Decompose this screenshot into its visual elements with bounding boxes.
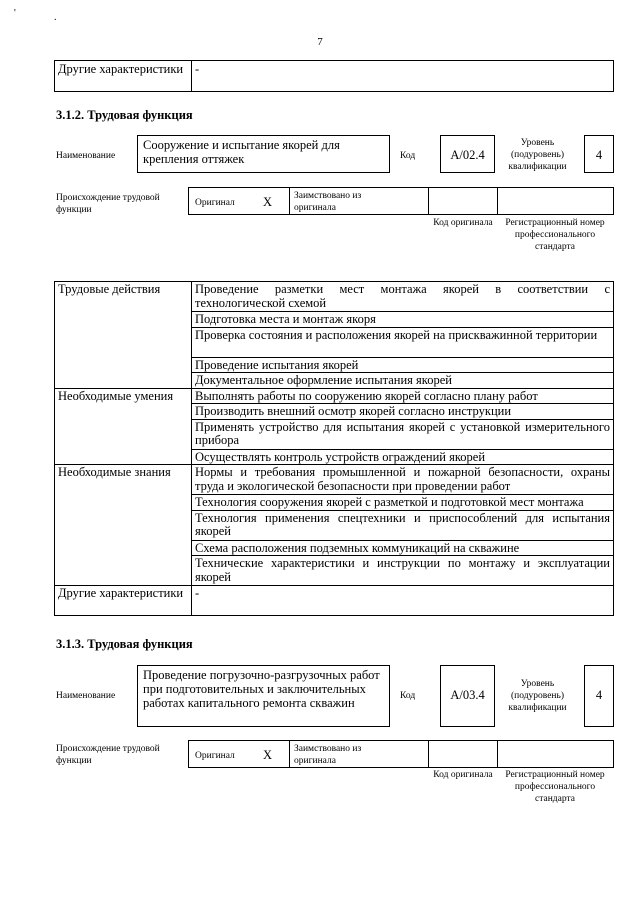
action-item: Проведение испытания якорей	[192, 357, 614, 373]
reg-number-label-312: Регистрационный номер профессионального стандарта	[505, 218, 605, 252]
divider	[428, 740, 429, 768]
divider	[428, 187, 429, 215]
code-value-312: А/02.4	[450, 148, 485, 162]
knowledge-label: Необходимые знания	[55, 465, 192, 586]
level-value-313: 4	[595, 688, 603, 702]
skill-item: Производить внешний осмотр якорей согласно инструкции	[192, 404, 614, 420]
code-value-box-312	[440, 135, 495, 173]
skill-item: Выполнять работы по сооружению якорей согласно плану работ	[192, 388, 614, 404]
corner-mark: .	[54, 12, 57, 23]
name-label-312: Наименование	[56, 151, 116, 161]
code-label-312: Код	[400, 151, 416, 161]
other-characteristics-value: -	[192, 61, 614, 92]
level-value-312: 4	[595, 148, 603, 162]
borrowed-label-313: Заимствовано из оригинала	[294, 744, 362, 766]
original-label-312: Оригинал	[195, 198, 235, 208]
code-original-label-313: Код оригинала	[433, 770, 493, 780]
skills-label: Необходимые умения	[55, 388, 192, 465]
action-item: Проверка состояния и расположения якорей на прискважинной территории	[192, 327, 614, 357]
skill-item: Применять устройство для испытания якорей с установкой измерительного прибора	[192, 419, 614, 449]
corner-mark: '	[14, 8, 16, 19]
name-label-313: Наименование	[56, 691, 116, 701]
knowledge-item: Нормы и требования промышленной и пожарной безопасности, охраны труда и экологической безопасности при проведении работ	[192, 465, 614, 495]
section-heading-313: 3.1.3. Трудовая функция	[56, 637, 193, 651]
origin-row-313	[188, 740, 614, 768]
other-characteristics-label: Другие характеристики	[55, 61, 192, 92]
divider	[289, 740, 290, 768]
name-value-312: Сооружение и испытание якорей для крепления оттяжек	[143, 138, 340, 166]
knowledge-item: Технология применения спецтехники и приспособлений для испытания якорей	[192, 510, 614, 540]
knowledge-item: Технология сооружения якорей с разметкой и подготовкой мест монтажа	[192, 495, 614, 511]
divider	[497, 187, 498, 215]
divider	[497, 740, 498, 768]
level-value-box-312	[584, 135, 614, 173]
divider	[289, 187, 290, 215]
code-label-313: Код	[400, 691, 416, 701]
code-original-label-312: Код оригинала	[433, 218, 493, 228]
origin-label-312: Происхождение трудовой функции	[56, 193, 160, 215]
other-value: -	[192, 586, 614, 616]
top-other-characteristics-table	[54, 60, 614, 92]
original-label-313: Оригинал	[195, 751, 235, 761]
level-label-312: Уровень (подуровень) квалификации	[508, 138, 567, 172]
knowledge-item: Схема расположения подземных коммуникаций на скважине	[192, 540, 614, 556]
code-value-313: А/03.4	[450, 688, 485, 702]
original-mark-312: X	[263, 195, 273, 209]
other-label: Другие характеристики	[55, 586, 192, 616]
borrowed-label-312: Заимствовано из оригинала	[294, 191, 362, 213]
section-heading-312: 3.1.2. Трудовая функция	[56, 108, 193, 122]
action-item: Подготовка места и монтаж якоря	[192, 312, 614, 328]
origin-row-312	[188, 187, 614, 215]
reg-number-label-313: Регистрационный номер профессионального стандарта	[505, 770, 605, 804]
name-value-box-313	[137, 665, 390, 727]
action-item: Документальное оформление испытания якорей	[192, 373, 614, 389]
actions-label: Трудовые действия	[55, 282, 192, 389]
action-item: Проведение разметки мест монтажа якорей в соответствии с технологической схемой	[192, 282, 614, 312]
page-number: 7	[317, 36, 323, 48]
name-value-313: Проведение погрузочно-разгрузочных работ при подготовительных и заключительных работах капитального ремонта скважин	[143, 668, 380, 710]
level-value-box-313	[584, 665, 614, 727]
level-label-313: Уровень (подуровень) квалификации	[508, 679, 567, 713]
origin-label-313: Происхождение трудовой функции	[56, 744, 160, 766]
knowledge-item: Технические характеристики и инструкции по монтажу и эксплуатации якорей	[192, 556, 614, 586]
name-value-box-312	[137, 135, 390, 173]
original-mark-313: X	[263, 748, 273, 762]
skill-item: Осуществлять контроль устройств ограждений якорей	[192, 449, 614, 465]
requirements-table	[54, 281, 614, 616]
code-value-box-313	[440, 665, 495, 727]
